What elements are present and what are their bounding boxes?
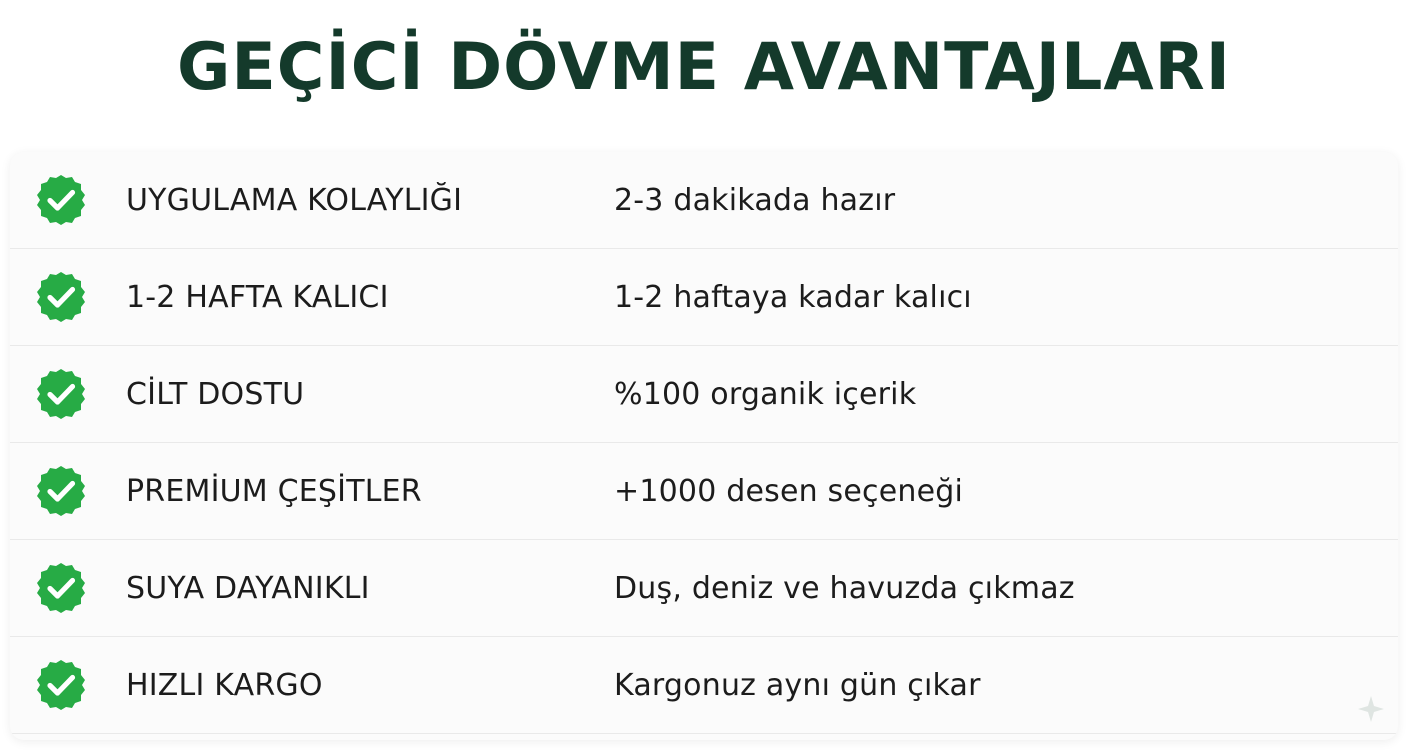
check-badge-icon-wrap — [34, 270, 126, 324]
check-badge-icon-wrap — [34, 367, 126, 421]
check-badge-icon-wrap — [34, 561, 126, 615]
check-badge-icon — [34, 270, 88, 324]
feature-label: UYGULAMA KOLAYLIĞI — [126, 182, 463, 218]
table-row — [10, 249, 1398, 346]
feature-label: PREMİUM ÇEŞİTLER — [126, 473, 422, 509]
table-row — [10, 443, 1398, 540]
check-badge-icon — [34, 173, 88, 227]
check-badge-icon-wrap — [34, 464, 126, 518]
page-title: GEÇİCİ DÖVME AVANTAJLARI — [177, 30, 1231, 105]
check-badge-icon-wrap — [34, 173, 126, 227]
advantages-card — [10, 152, 1398, 740]
feature-label: 1-2 HAFTA KALICI — [126, 279, 389, 315]
check-badge-icon — [34, 658, 88, 712]
feature-label: CİLT DOSTU — [126, 376, 305, 412]
table-row — [10, 346, 1398, 443]
table-row — [10, 637, 1398, 734]
sparkle-icon — [1358, 696, 1384, 722]
feature-detail: Kargonuz aynı gün çıkar — [614, 667, 981, 703]
feature-detail: %100 organik içerik — [614, 376, 917, 412]
feature-detail: Duş, deniz ve havuzda çıkmaz — [614, 570, 1075, 606]
feature-detail: +1000 desen seçeneği — [614, 473, 964, 509]
feature-label: SUYA DAYANIKLI — [126, 570, 370, 606]
feature-detail: 2-3 dakikada hazır — [614, 182, 896, 218]
check-badge-icon — [34, 367, 88, 421]
table-row — [10, 152, 1398, 249]
check-badge-icon — [34, 464, 88, 518]
table-row — [10, 540, 1398, 637]
check-badge-icon — [34, 561, 88, 615]
feature-label: HIZLI KARGO — [126, 667, 323, 703]
feature-detail: 1-2 haftaya kadar kalıcı — [614, 279, 972, 315]
check-badge-icon-wrap — [34, 658, 126, 712]
